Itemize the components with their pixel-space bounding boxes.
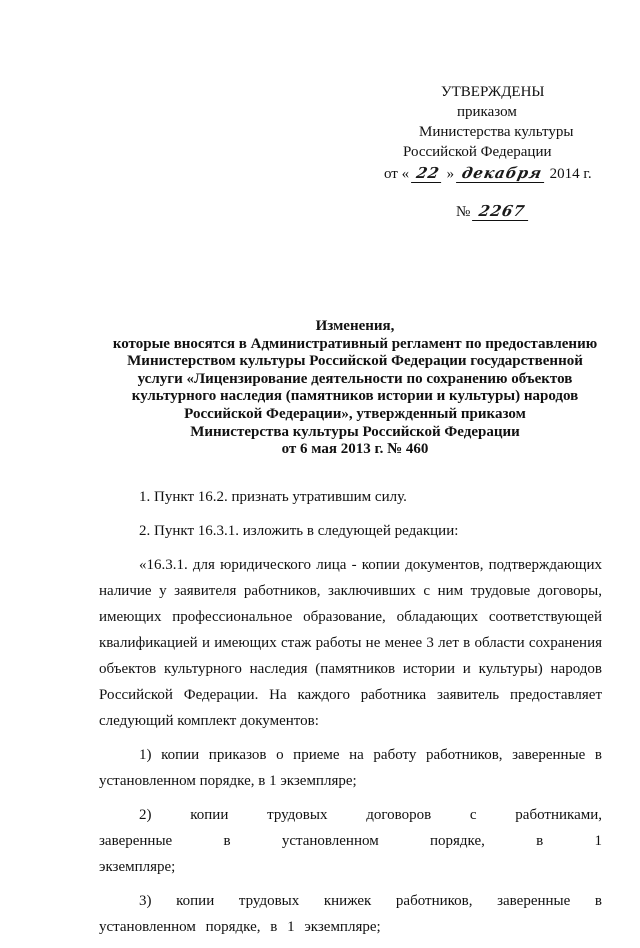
title-line: культурного наследия (памятников истории и культуры) народов xyxy=(131,388,579,405)
approval-line-ministry: Министерства культуры xyxy=(419,124,574,140)
order-date xyxy=(384,164,592,183)
handwritten-month: декабря xyxy=(456,164,548,183)
handwritten-day: 22 xyxy=(411,164,445,183)
approval-block xyxy=(400,82,600,162)
title-line: от 6 мая 2013 г. № 460 xyxy=(281,441,429,458)
approval-line-federation: Российской Федерации xyxy=(403,144,552,160)
date-year: 2014 г. xyxy=(549,166,592,182)
title-line: Министерства культуры Российской Федерации xyxy=(190,423,520,440)
order-number xyxy=(456,202,530,221)
title-line: Российской Федерации», утвержденный приказом xyxy=(184,405,526,422)
document-body xyxy=(99,484,602,948)
list-item-orders: 1) копии приказов о приеме на работу работников, заверенные в установленном порядке, в 1 экземпляре; xyxy=(99,747,602,789)
paragraph-item-2: 2. Пункт 16.3.1. изложить в следующей редакции: xyxy=(139,523,459,539)
title-line: услуги «Лицензирование деятельности по сохранению объектов xyxy=(137,370,573,387)
list-item-contracts: 2) копии трудовых договоров с работниками, заверенные в установленном порядке, в 1 экземпляре; xyxy=(99,807,602,875)
document-title xyxy=(100,318,610,459)
title-line: Министерством культуры Российской Федерации государственной xyxy=(127,353,583,370)
paragraph-16-3-1: «16.3.1. для юридического лица - копии документов, подтверждающих наличие у заявителя работников, заключивших с ним трудовые договоры, имеющих профессиональное образование, обладающих соответствующей квалификацией и имеющих стаж работы не менее 3 лет в области сохранения объектов культурного наследия (памятников истории и культуры) народов Российской Федерации. На каждого работника заявитель предоставляет следующий комплект документов: xyxy=(99,557,602,729)
title-line: Изменения, xyxy=(315,318,395,334)
number-sign: № xyxy=(456,204,471,220)
date-quote-close: » xyxy=(446,166,455,182)
list-item-workbooks: 3) копии трудовых книжек работников, заверенные в установленном порядке, в 1 экземпляре; xyxy=(99,893,602,935)
handwritten-number: 2267 xyxy=(472,202,532,221)
approval-line-order: приказом xyxy=(457,104,517,120)
date-prefix: от « xyxy=(384,166,410,182)
paragraph-item-1: 1. Пункт 16.2. признать утратившим силу. xyxy=(139,489,407,505)
title-line: которые вносятся в Административный регламент по предоставлению xyxy=(112,335,598,352)
approval-heading: УТВЕРЖДЕНЫ xyxy=(441,84,545,100)
